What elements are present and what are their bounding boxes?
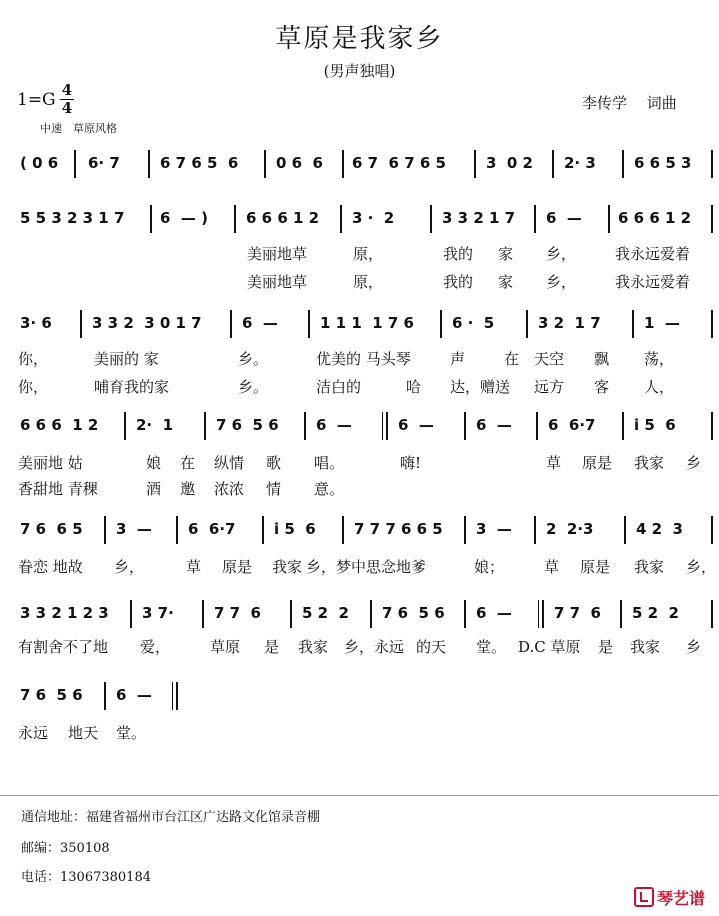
measure: 5 2 2 <box>632 604 679 622</box>
lyric-word: 堂。 <box>116 724 147 742</box>
barline <box>150 205 152 233</box>
lyric-word: 我家 <box>634 454 665 472</box>
barline <box>711 600 713 628</box>
measure: 7 6 5 6 <box>20 686 83 704</box>
notes-line <box>0 205 719 235</box>
lyric-word: 乡，梦中思念地爹 <box>306 558 427 576</box>
lyrics-verse-2 <box>0 271 719 293</box>
lyric-word: 草 <box>544 558 560 576</box>
measure: 7 6 5 6 <box>216 416 279 434</box>
measure: 6 7 6 5 6 <box>160 154 239 172</box>
repeat-end-barline <box>538 600 544 628</box>
lyric-word: 情 <box>266 480 282 498</box>
measure: 1 1 1 1 7 6 <box>320 314 414 332</box>
measure: 3 3 2 3 0 1 7 <box>92 314 202 332</box>
lyric-word: 原， <box>353 273 384 291</box>
barline <box>711 150 713 178</box>
measure: 3 7· <box>142 604 174 622</box>
lyric-word: 在 <box>180 454 196 472</box>
lyric-word: 乡。 <box>238 350 269 368</box>
lyric-word: 草原 <box>210 638 241 656</box>
measure: 6 7 6 7 6 5 <box>352 154 446 172</box>
logo-icon <box>634 887 654 907</box>
barline <box>340 205 342 233</box>
measure: 6 6 5 3 <box>634 154 692 172</box>
barline <box>474 150 476 178</box>
notes-line <box>0 600 719 630</box>
notes-line <box>0 516 719 546</box>
measure: 6 — <box>242 314 278 332</box>
barline <box>430 205 432 233</box>
lyric-word: 我的 <box>443 245 474 263</box>
barline <box>534 205 536 233</box>
lyric-word: 人， <box>644 378 675 396</box>
lyric-word: 哈 <box>406 378 422 396</box>
lyric-word: 香甜地 青稞 <box>18 480 98 498</box>
lyric-word: 优美的 马头琴 <box>316 350 411 368</box>
barline <box>370 600 372 628</box>
measure: 5 2 2 <box>302 604 349 622</box>
lyric-word: 洁白的 <box>316 378 362 396</box>
lyric-word: 荡， <box>644 350 675 368</box>
lyric-word: 乡， <box>546 273 577 291</box>
barline <box>536 412 538 440</box>
measure: 3 — <box>116 520 152 538</box>
lyric-word: 原是 <box>222 558 253 576</box>
lyric-word: 你， <box>18 350 49 368</box>
measure: 6 6 6 1 2 <box>246 209 320 227</box>
logo-text: 琴艺谱 <box>656 889 705 908</box>
measure: 3 3 2 1 2 3 <box>20 604 109 622</box>
lyrics-verse-1 <box>0 243 719 265</box>
barline <box>440 310 442 338</box>
barline <box>622 150 624 178</box>
lyrics-verse-2 <box>0 376 719 398</box>
notes-line <box>0 150 719 180</box>
lyrics-verse-1 <box>0 348 719 370</box>
measure: 2 2·3 <box>546 520 594 538</box>
lyric-word: 哺育我的家 <box>94 378 170 396</box>
barline <box>234 205 236 233</box>
lyric-word: 美丽地草 <box>247 245 308 263</box>
author-credit: 李传学 词曲 <box>582 94 677 112</box>
measure: 3 · 2 <box>352 209 395 227</box>
lyric-word: 娘 <box>146 454 162 472</box>
song-subtitle: (男声独唱) <box>323 62 396 80</box>
barline <box>124 412 126 440</box>
tempo-marking: 中速 草原风格 <box>40 122 117 135</box>
measure: 0 6 6 <box>276 154 323 172</box>
lyric-word: 乡， <box>546 245 577 263</box>
lyric-word: 邀 <box>180 480 196 498</box>
meter-bottom: 4 <box>61 99 73 117</box>
measure: 5 5 3 2 3 1 7 <box>20 209 125 227</box>
lyric-word: 乡， <box>114 558 145 576</box>
notes-line <box>0 412 719 442</box>
measure: i 5 6 <box>634 416 676 434</box>
barline <box>632 310 634 338</box>
lyric-word: D.C 草原 <box>518 638 581 656</box>
barline <box>80 310 82 338</box>
lyric-word: 美丽地 姑 <box>18 454 83 472</box>
lyric-word: 乡 <box>686 454 702 472</box>
measure: i 5 6 <box>274 520 316 538</box>
measure: 6 — <box>116 686 152 704</box>
barline <box>104 682 106 710</box>
barline <box>622 412 624 440</box>
lyric-word: 酒 <box>146 480 162 498</box>
lyric-word: 是 <box>264 638 280 656</box>
lyric-word: 永远 <box>18 724 49 742</box>
measure: 6 6 6 1 2 <box>618 209 692 227</box>
lyric-word: 在 <box>504 350 520 368</box>
lyric-word: 原， <box>353 245 384 263</box>
measure: 6· 7 <box>88 154 120 172</box>
barline <box>304 412 306 440</box>
measure: 6 6·7 <box>188 520 236 538</box>
measure: 6 6 6 1 2 <box>20 416 99 434</box>
measure: 6 — <box>316 416 352 434</box>
measure: 6 · 5 <box>452 314 495 332</box>
barline <box>264 150 266 178</box>
barline <box>262 516 264 544</box>
song-title: 草原是我家乡 <box>275 24 444 54</box>
lyric-word: 原是 <box>580 558 611 576</box>
barline <box>464 600 466 628</box>
lyric-word: 家 <box>498 273 514 291</box>
lyric-word: 达，赠送 <box>450 378 511 396</box>
lyric-word: 是 <box>598 638 614 656</box>
site-logo[interactable] <box>634 886 705 909</box>
barline <box>526 310 528 338</box>
contact-postcode: 邮编：350108 <box>21 841 110 856</box>
measure: 3 — <box>476 520 512 538</box>
measure: 2· 3 <box>564 154 596 172</box>
lyrics-verse-1 <box>0 452 719 474</box>
measure: ( 0 6 <box>20 154 59 172</box>
lyric-word: 家 <box>498 245 514 263</box>
barline <box>342 150 344 178</box>
measure: 3 0 2 <box>486 154 533 172</box>
lyric-word: 嗨! <box>400 454 422 472</box>
notes-line <box>0 310 719 340</box>
lyric-word: 草 <box>186 558 202 576</box>
lyric-word: 原是 <box>582 454 613 472</box>
barline <box>176 516 178 544</box>
lyric-word: 爱， <box>140 638 171 656</box>
notes-line <box>0 682 719 712</box>
barline <box>624 516 626 544</box>
lyric-word: 我的 <box>443 273 474 291</box>
lyric-word: 唱。 <box>314 454 345 472</box>
lyric-word: 乡， <box>686 558 717 576</box>
barline <box>711 205 713 233</box>
lyric-word: 我家 <box>634 558 665 576</box>
barline <box>620 600 622 628</box>
contact-address: 通信地址：福建省福州市台江区广达路文化馆录音棚 <box>21 810 321 825</box>
barline <box>534 516 536 544</box>
barline <box>130 600 132 628</box>
time-signature <box>60 83 74 116</box>
lyric-word: 歌 <box>266 454 282 472</box>
key-signature: 1=G <box>17 90 56 110</box>
measure: 6 — <box>476 604 512 622</box>
barline <box>552 150 554 178</box>
measure: 6 — <box>476 416 512 434</box>
lyric-word: 我家 <box>298 638 329 656</box>
measure: 7 6 6 5 <box>20 520 83 538</box>
barline <box>464 412 466 440</box>
lyric-word: 美丽的 家 <box>94 350 159 368</box>
barline <box>74 150 76 178</box>
barline <box>290 600 292 628</box>
lyric-word: 我家 <box>272 558 303 576</box>
barline <box>204 412 206 440</box>
meter-top: 4 <box>61 81 73 99</box>
lyric-word: 美丽地草 <box>247 273 308 291</box>
lyric-word: 天空 <box>534 350 565 368</box>
lyric-word: 草 <box>546 454 562 472</box>
measure: 6 — <box>398 416 434 434</box>
barline <box>608 205 610 233</box>
lyrics-verse-1 <box>0 636 719 658</box>
lyric-word: 远方 <box>534 378 565 396</box>
measure: 3 3 2 1 7 <box>442 209 516 227</box>
lyric-word: 你， <box>18 378 49 396</box>
measure: 3 2 1 7 <box>538 314 601 332</box>
barline <box>308 310 310 338</box>
measure: 7 7 6 <box>554 604 601 622</box>
lyrics-verse-1 <box>0 556 719 578</box>
barline <box>342 516 344 544</box>
measure: 7 6 5 6 <box>382 604 445 622</box>
lyric-word: 有割舍不了地 <box>18 638 109 656</box>
barline <box>202 600 204 628</box>
measure: 6 6·7 <box>548 416 596 434</box>
lyric-word: 乡，永远 <box>344 638 405 656</box>
lyric-word: 声 <box>450 350 466 368</box>
lyric-word: 娘； <box>474 558 505 576</box>
lyric-word: 地天 <box>68 724 99 742</box>
lyric-word: 意。 <box>314 480 345 498</box>
lyric-word: 的天 <box>416 638 447 656</box>
measure: 3· 6 <box>20 314 52 332</box>
lyric-word: 客 <box>594 378 610 396</box>
measure: 1 — <box>644 314 680 332</box>
measure: 7 7 6 <box>214 604 261 622</box>
barline <box>711 310 713 338</box>
lyric-word: 我永远爱着 <box>615 273 691 291</box>
measure: 6 — ) <box>160 209 208 227</box>
lyric-word: 飘 <box>594 350 610 368</box>
barline <box>464 516 466 544</box>
barline <box>230 310 232 338</box>
contact-phone: 电话：13067380184 <box>21 870 151 885</box>
final-barline <box>172 682 178 710</box>
barline <box>148 150 150 178</box>
lyric-word: 乡。 <box>238 378 269 396</box>
lyrics-verse-2 <box>0 478 719 500</box>
measure: 6 — <box>546 209 582 227</box>
lyric-word: 浓浓 <box>214 480 245 498</box>
lyric-word: 堂。 <box>476 638 507 656</box>
lyric-word: 我永远爱着 <box>615 245 691 263</box>
barline <box>711 516 713 544</box>
lyrics-verse-1 <box>0 722 719 744</box>
lyric-word: 乡 <box>686 638 702 656</box>
measure: 2· 1 <box>136 416 174 434</box>
lyric-word: 我家 <box>630 638 661 656</box>
footer-divider <box>0 795 719 796</box>
measure: 7 7 7 6 6 5 <box>354 520 443 538</box>
barline <box>711 412 713 440</box>
lyric-word: 眷恋 地故 <box>18 558 83 576</box>
lyric-word: 纵情 <box>214 454 245 472</box>
measure: 4 2 3 <box>636 520 683 538</box>
repeat-start-barline <box>382 412 388 440</box>
barline <box>104 516 106 544</box>
